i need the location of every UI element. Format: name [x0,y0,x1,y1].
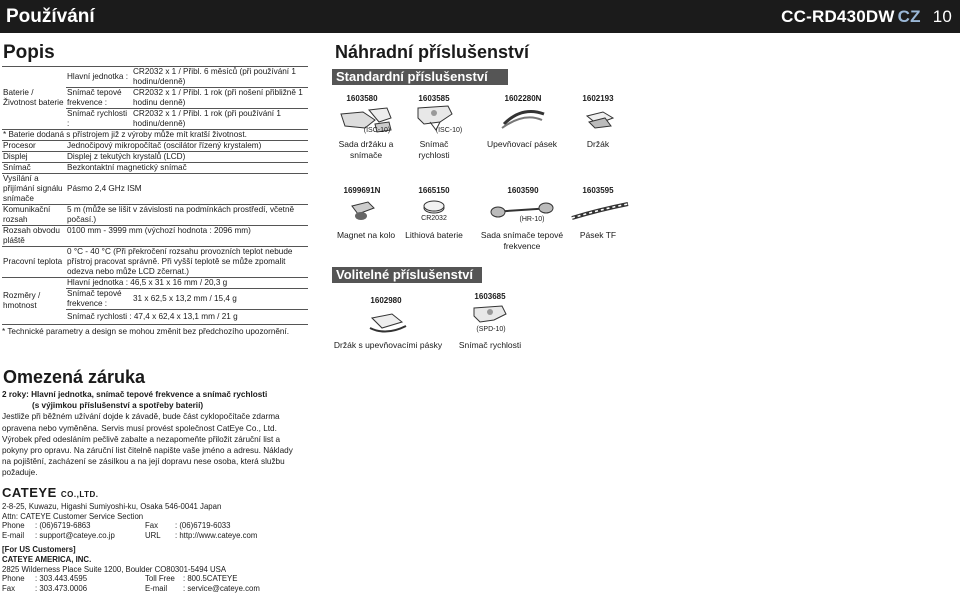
main-unit-value: CR2032 x 1 / Přibl. 6 měsíců (při používání 1 hodinu/denně) [133,67,296,86]
spec-label: Procesor [3,141,36,150]
us-tollfree-label: Toll Free [145,574,175,584]
dims-speed: Snímač rychlosti : 47,4 x 62,4 x 13,1 mm / 21 g [67,312,238,321]
spec-value: 0100 mm - 3999 mm (výchozí hodnota : 2096 mm) [67,226,251,235]
fax-label: Fax [145,521,158,531]
logo-text: CATEYE [2,485,57,500]
us-phone-label: Phone [2,574,25,584]
us-email-value: : service@cateye.com [183,583,260,593]
page-number: 10 [932,7,952,26]
battery-icon [422,199,446,215]
spec-value: 0 °C - 40 °C (Při překročení rozsahu provozních teplot nebude přístroj pracovat správně. Při vyšší teplotě se může zpomalit odezva nebo může LCD zčernat.) [67,247,293,276]
cateye-logo [2,486,302,502]
part-code: 1602280N [504,94,542,103]
battery-label: Baterie / Životnost baterie [3,88,64,107]
part-sub: (ISC-10) [435,127,463,134]
model-name: CC-RD430DW [781,7,895,26]
dims-hr-label: Snímač tepové frekvence : [67,289,122,308]
company-address: 2-8-25, Kuwazu, Higashi Sumiyoshi-ku, Osaka 546-0041 Japan [2,502,222,511]
part-code: 1602980 [370,296,402,305]
fax-value: : (06)6719-6033 [175,521,231,531]
phone-value: : (06)6719-6863 [35,521,91,531]
strap-icon [494,104,550,134]
hr-sensor-label: Snímač tepové frekvence : [67,88,122,107]
dims-label: Rozměry / hmotnost [3,291,41,310]
spec-label: Pracovní teplota [3,257,63,266]
part-name: Pásek TF [579,230,617,240]
speed-sensor-icon [468,304,512,326]
spec-note: * Technické parametry a design se mohou změnit bez předchozího upozornění. [2,327,290,336]
part-name: Upevňovací pásek [487,139,557,149]
optional-accessories-bar: Volitelné příslušenství [332,267,482,283]
spec-value: Displej z tekutých krystalů (LCD) [67,152,186,161]
spec-label: Rozsah obvodu pláště [3,226,60,245]
warranty-body: Jestliže při běžném užívání dojde k závadě, bude část cyklopočítače zdarma opravena nebo vyměněna. Servis musí provést společnost CatEye Co., Ltd. Výrobek před odesláním pečlivě zabalte a nezapomeňte přiložit záruční list a pokyny pro opravu. Na záruční list čitelně napište vaše jméno a adresu. Náklady na pojištění, zacházení se zásilkou a na její dopravu nese osoba, která službu požaduje. [2,412,293,478]
part-name: Magnet na kolo [336,230,396,240]
phone-label: Phone [2,521,25,531]
hr-sensor-value: CR2032 x 1 / Přibl. 1 rok (při nošení přibližně 1 hodinu denně) [133,88,303,107]
popis-heading: Popis [3,42,55,63]
dims-hr-value: 31 x 62,5 x 13,2 mm / 15,4 g [133,294,237,303]
spec-label: Snímač [3,163,31,172]
spec-value: Jednočipový mikropočítač (oscilátor řízený krystalem) [67,141,262,150]
part-code: 1603685 [474,292,506,301]
section-title: Používání [6,6,95,27]
header-bar [0,0,960,33]
part-sub: (SPD-10) [476,326,506,333]
email-label: E-mail [2,530,25,540]
us-address: 2825 Wilderness Place Suite 1200, Boulder CO80301-5494 USA [2,564,227,574]
part-code: 1603585 [418,94,450,103]
url-label: URL [145,530,161,540]
accessories-heading: Náhradní příslušenství [335,42,530,62]
standard-accessories-bar: Standardní příslušenství [332,69,508,85]
part-code: 1602193 [582,94,614,103]
part-name: Sada snímače tepové frekvence [480,230,564,251]
part-name: Lithiová baterie [405,230,463,240]
url-value: : http://www.cateye.com [175,530,258,540]
dims-main: Hlavní jednotka : 46,5 x 31 x 16 mm / 20,3 g [67,278,228,287]
us-title: [For US Customers] [2,545,76,555]
part-code: 1603580 [346,94,378,103]
contact-block [2,486,302,593]
us-fax-label: Fax [2,583,15,593]
speed-sensor-label: Snímač rychlosti : [67,109,128,128]
part-code: 1699691N [343,186,381,195]
battery-note: * Baterie dodaná s přístrojem již z výroby může mít kratší životnost. [3,130,247,139]
speed-sensor-value: CR2032 x 1 / Přibl. 1 rok (při používání 1 hodinu/denně) [133,109,281,128]
us-tollfree-value: : 800.5CATEYE [183,574,238,584]
us-company: CATEYE AMERICA, INC. [2,554,92,564]
bracket-icon [583,108,617,132]
magnet-icon [348,200,378,222]
attn-line: Attn: CATEYE Customer Service Section [2,511,144,521]
language-code: CZ [897,7,921,26]
part-name: Držák [586,139,610,149]
email-value: : support@cateye.co.jp [35,530,115,540]
us-email-label: E-mail [145,583,168,593]
part-name: Sada držáku a snímače [338,139,394,160]
part-name: Snímač rychlosti [418,139,450,160]
spec-value: Bezkontaktní magnetický snímač [67,163,187,172]
part-sub: CR2032 [421,215,447,222]
logo-suffix: CO.,LTD. [60,490,99,499]
main-unit-label: Hlavní jednotka : [67,72,128,81]
part-code: 1603595 [582,186,614,195]
part-name: Držák s upevňovacími pásky [333,340,443,350]
hr-strap-icon [568,200,632,222]
spec-label: Vysílání a přijímání signálu snímače [3,174,63,203]
part-code: 1665150 [418,186,450,195]
spec-value: Pásmo 2,4 GHz ISM [67,184,142,193]
spec-table [2,66,308,337]
part-code: 1603590 [507,186,539,195]
spec-label: Displej [3,152,28,161]
warranty-heading: Omezená záruka [3,367,146,387]
part-sub: (ISC-10) [363,127,391,134]
spec-label: Komunikační rozsah [3,205,51,224]
model-title [781,7,952,27]
bracket-strap-icon [366,310,410,336]
spec-value: 5 m (může se lišit v závislosti na podmínkách prostředí, včetně počasí.) [67,205,295,224]
part-name: Snímač rychlosti [458,340,522,350]
us-phone-value: : 303.443.4595 [35,574,88,584]
warranty-line1: 2 roky: Hlavní jednotka, snímač tepové frekvence a snímač rychlosti [2,390,268,399]
part-sub: (HR-10) [519,216,545,223]
warranty-line2: (s výjimkou příslušenství a spotřeby baterií) [32,401,204,411]
us-fax-value: : 303.473.0006 [35,583,88,593]
warranty-text [2,389,302,479]
